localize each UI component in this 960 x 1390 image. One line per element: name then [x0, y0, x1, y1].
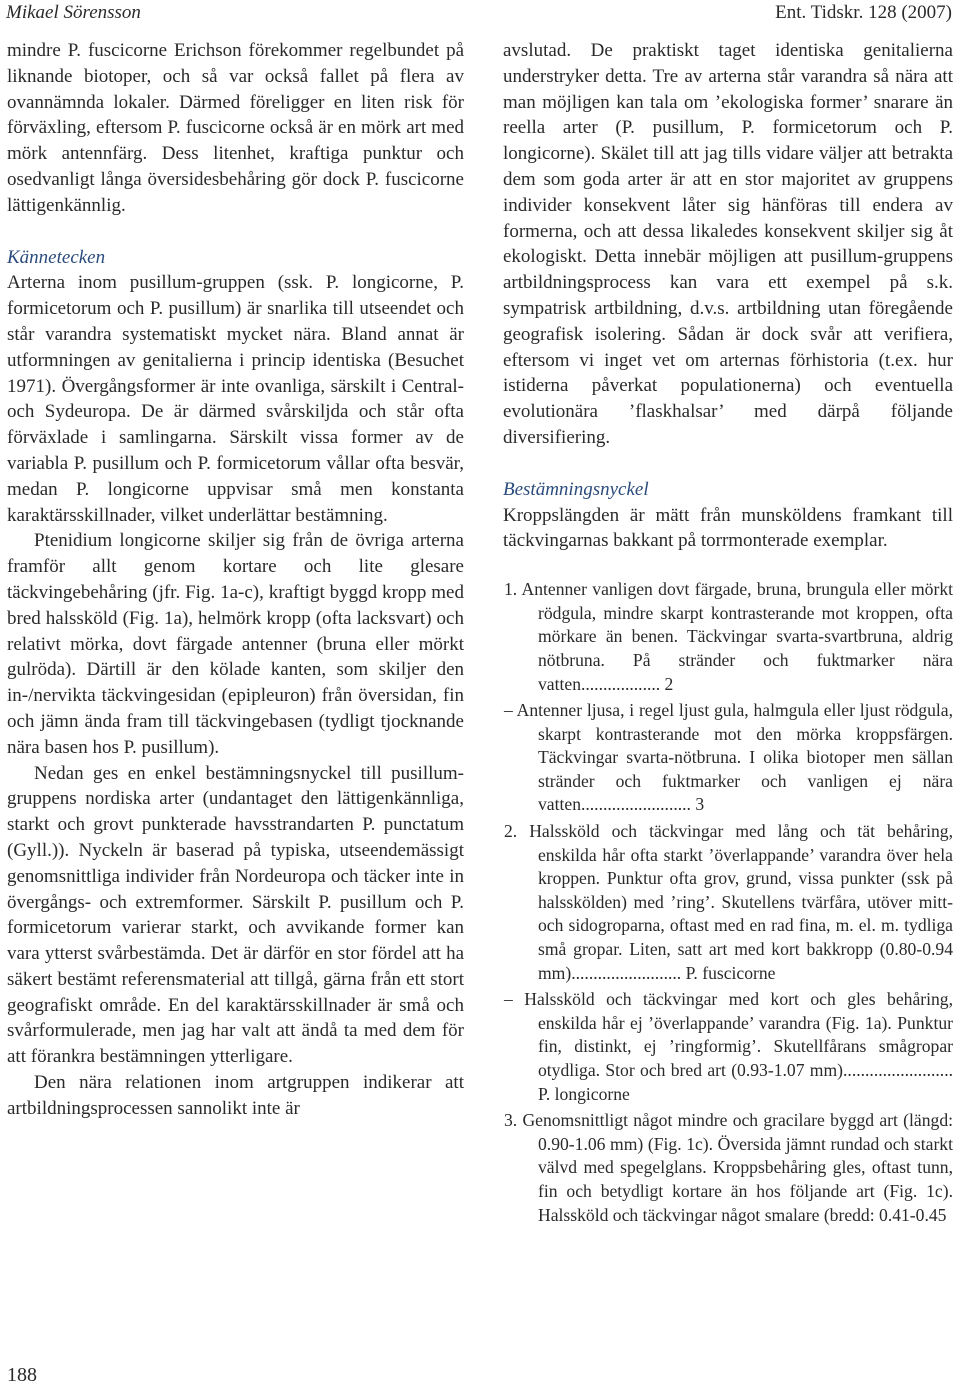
page-header — [0, 0, 960, 30]
paragraph: Kroppslängden är mätt från munsköldens framkant till täckvingarnas bakkant på torrmonterade exemplar. — [503, 504, 953, 552]
running-journal: Ent. Tidskr. 128 (2007) — [775, 2, 952, 23]
paragraph: Ptenidium longicorne skiljer sig från de övriga arterna framför allt genom kortare och lite glesare täckvingebehåring (jfr. Fig. 1a-c), kraftigt byggd kropp med bred halssköld (Fig. 1a), helmörk kropp (ofta lacksvart) och relativt mörka, dovt färgade antenner (bruna eller mörkt gulröda). Därtill är den kölade kanten, som skiljer den in-/nervikta täckvingesidan (epipleuron) från översidan, fin och jämn ända fram till täckvingebasen (tydligt tjocknande nära basen hos P. pusillum). — [7, 530, 464, 758]
left-column — [7, 38, 464, 1122]
key-couplet-3: 3. Genomsnittligt något mindre och gracilare byggd art (längd: 0.90-1.06 mm) (Fig. 1c). Översida jämnt rundad och starkt välvd med spegelglans. Kroppsbehåring gles, oftast tunn, fin och betydligt kortare än hos följande art (Fig. 1c). Halssköld och täckvingar något smalare (bredd: 0.41-0.45 — [504, 1110, 953, 1225]
section-heading-kannetecken: Kännetecken — [7, 246, 106, 268]
paragraph: Nedan ges en enkel bestämningsnyckel till pusillum-gruppens nordiska arter (undantaget den lättigenkännliga, starkt och grovt punkterade havsstrandarten P. punctatum (Gyll.)). Nyckeln är baserad på typiska, utseendemässigt genomsnittliga individer från Nordeuropa och täcker inte in övergångs- och extremformer. Särskilt P. pusillum och P. formicetorum varierar starkt, och avvikande former kan vara ytterst svårbestämda. Det är därför en stor fördel att ha säkert bestämt referensmaterial att tillgå, gärna från ett stort geografiskt område. En del karaktärsskillnader är små och svårformulerade, men jag har valt att ändå ta med dem för att förankra bestämningen ytterligare. — [7, 762, 464, 1068]
running-author: Mikael Sörensson — [6, 2, 141, 23]
section-heading-bestamningsnyckel: Bestämningsnyckel — [503, 478, 649, 500]
paragraph: Den nära relationen inom artgruppen indikerar att artbildningsprocessen sannolikt inte är — [7, 1072, 464, 1119]
identification-key — [503, 578, 953, 1227]
paragraph: avslutad. De praktiskt taget identiska genitalierna understryker detta. Tre av arterna står varandra så nära att man möjligen kan tala om ’ekologiska former’ snarare än reella arter (P. pusillum, P. formicetorum och P. longicorne). Skälet till att jag tills vidare väljer att betrakta dem som goda arter är att en stor majoritet av gruppens individer konsekvent låter sig hänföras till endera av formerna, och att dessa likaledes konsekvent skiljer sig åt ekologiskt. Detta innebär möjligen att pusillum-gruppens artbildningsprocess kan vara ett exempel på s.k. sympatrisk artbildning, d.v.s. artbildning utan föregående geografisk isolering. Sådan är dock svår att verifiera, eftersom vi inget vet om arternas förhistoria (t.ex. hur istiderna påverkat populationerna) och eventuella evolutionära ’flaskhalsar’ med därpå följande diversifiering. — [503, 40, 953, 448]
right-column — [503, 38, 953, 1230]
key-couplet-2-alt: – Halssköld och täckvingar med kort och gles behåring, enskilda hår ej ’överlappande’ varandra (Fig. 1a). Punktur fin, distinkt, ej ’ringformig’. Skutellfårans smågropar otydliga. Stor och bred art (0.93-1.07 mm)......................... P. longicorne — [504, 989, 953, 1104]
key-couplet-2: 2. Halssköld och täckvingar med lång och tät behåring, enskilda hår ofta starkt ’överlappande’ varandra över hela kroppen. Punktur ofta grov, grund, vissa punkter (ssk på halsskölden) med ’ring’. Skutellens tvärfåra, utöver mitt- och sidogroparna, oftast med en rad fina, m. el. m. tydliga små gropar. Liten, satt art med kort bakkropp (0.80-0.94 mm)......................... P. fuscicorne — [504, 821, 953, 983]
page-number: 188 — [7, 1364, 37, 1386]
key-couplet-1-alt: – Antenner ljusa, i regel ljust gula, halmgula eller ljust rödgula, skarpt kontrasterande mot den mörka kroppsfärgen. Täckvingar svarta-nötbruna. I olika biotoper men sällan stränder och fuktmarker och vanligen ej nära vatten......................... 3 — [504, 700, 953, 815]
key-couplet-1: 1. Antenner vanligen dovt färgade, bruna, brungula eller mörkt rödgula, mindre skarpt kontrasterande mot kroppen, ofta mörkare än benen. Täckvingar svarta-svartbruna, aldrig nötbruna. På stränder och fuktmarker nära vatten.................. 2 — [504, 579, 953, 694]
paragraph: mindre P. fuscicorne Erichson förekommer regelbundet på liknande biotoper, och så var också fallet på flera av ovannämnda lokaler. Därmed föreligger en liten risk för förväxling, eftersom P. fuscicorne också är en mörk art med mörk antennfärg. Dess litenhet, kraftiga punktur och osedvanligt långa översidesbehåring gör dock P. fuscicorne lättigenkännlig. — [7, 40, 464, 216]
paragraph: Arterna inom pusillum-gruppen (ssk. P. longicorne, P. formicetorum och P. pusillum) är snarlika till utseendet och står varandra systematiskt mycket nära. Bland annat är utformningen av genitalierna i princip identiska (Besuchet 1971). Övergångsformer är inte ovanliga, särskilt i Central- och Sydeuropa. De är därmed svårskiljda och står ofta förväxlade i samlingarna. Särskilt vissa former av de variabla P. pusillum och P. formicetorum vållar ofta besvär, medan P. longicorne uppvisar små men konstanta karaktärsskillnader, vilket underlättar bestämning. — [7, 272, 464, 526]
